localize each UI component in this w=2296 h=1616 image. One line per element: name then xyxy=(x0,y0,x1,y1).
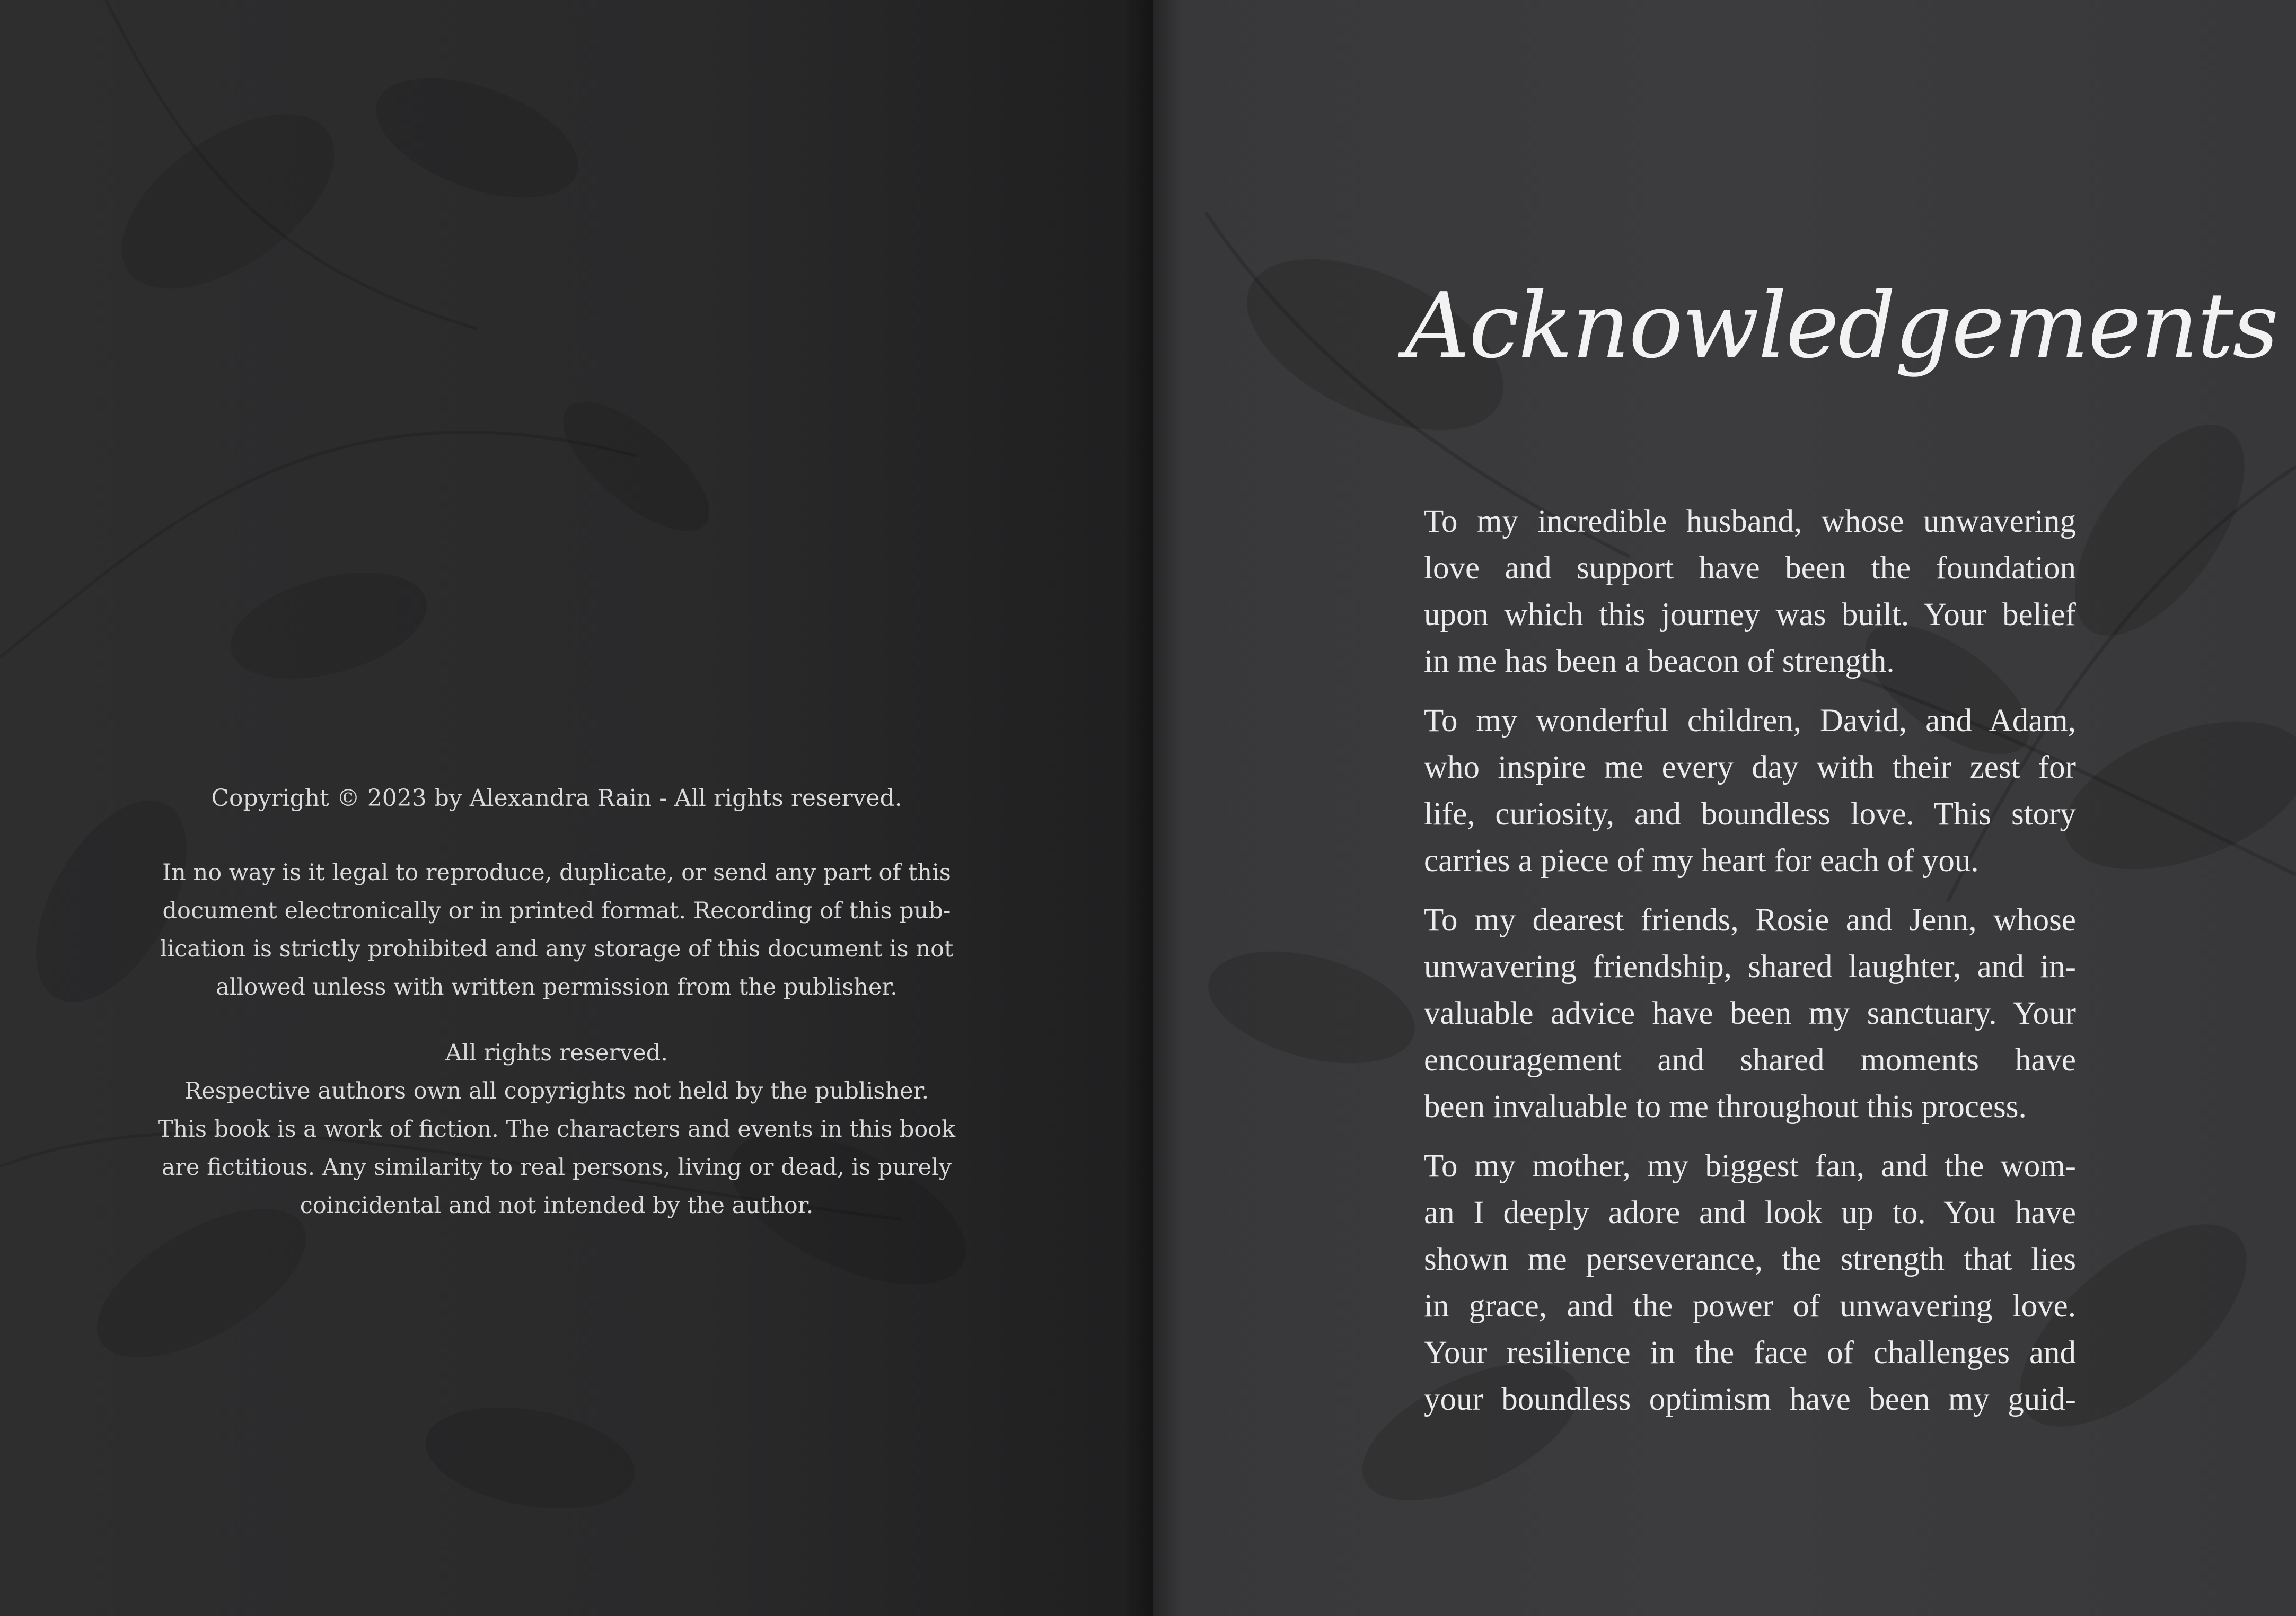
ack-line: an I deeply adore and look up to. You have xyxy=(1424,1195,2076,1231)
ack-line: Your resilience in the face of challenges and xyxy=(1424,1335,2076,1371)
ack-line: life, curiosity, and boundless love. This story xyxy=(1424,796,2076,832)
disclaimer-line: are fictitious. Any similarity to real persons, living or dead, is purely xyxy=(161,1154,952,1181)
copyright-notice xyxy=(138,779,975,1225)
ack-line: upon which this journey was built. Your belief xyxy=(1424,597,2076,633)
copyright-statement: Copyright © 2023 by Alexandra Rain - All rights reserved. xyxy=(211,785,902,812)
ack-paragraph-mother xyxy=(1424,1143,2076,1423)
disclaimer-paragraph xyxy=(138,1034,975,1225)
acknowledgements-title: Acknowledgements xyxy=(1405,274,2278,379)
ack-line: in me has been a beacon of strength. xyxy=(1424,644,1895,679)
ack-line: carries a piece of my heart for each of you. xyxy=(1424,843,1979,879)
ack-line: To my dearest friends, Rosie and Jenn, whose xyxy=(1424,902,2076,938)
disclaimer-line: This book is a work of fiction. The characters and events in this book xyxy=(157,1116,956,1143)
ack-line: To my mother, my biggest fan, and the wom- xyxy=(1424,1148,2076,1184)
ack-paragraph-friends xyxy=(1424,897,2076,1130)
legal-line: allowed unless with written permission from the publisher. xyxy=(216,974,898,1000)
ack-line: To my wonderful children, David, and Adam, xyxy=(1424,703,2076,739)
ack-line: encouragement and shared moments have xyxy=(1424,1042,2076,1078)
ack-line: unwavering friendship, shared laughter, and in- xyxy=(1424,949,2076,985)
acknowledgements-body xyxy=(1424,498,2076,1436)
legal-paragraph xyxy=(138,854,975,1006)
ack-line: To my incredible husband, whose unwavering xyxy=(1424,504,2076,539)
legal-line: lication is strictly prohibited and any storage of this document is not xyxy=(160,936,954,962)
ack-line: valuable advice have been my sanctuary. Your xyxy=(1424,996,2076,1031)
disclaimer-line: coincidental and not intended by the author. xyxy=(300,1192,814,1219)
ack-line: love and support have been the foundation xyxy=(1424,550,2076,586)
ack-line: who inspire me every day with their zest for xyxy=(1424,750,2076,785)
disclaimer-line: Respective authors own all copyrights not held by the publisher. xyxy=(184,1078,929,1104)
ack-line: in grace, and the power of unwavering love. xyxy=(1424,1288,2076,1324)
ack-paragraph-children xyxy=(1424,698,2076,884)
ack-line: your boundless optimism have been my guid- xyxy=(1424,1382,2076,1417)
legal-line: In no way is it legal to reproduce, duplicate, or send any part of this xyxy=(162,859,951,886)
legal-line: document electronically or in printed format. Recording of this pub- xyxy=(162,898,951,924)
ack-line: been invaluable to me throughout this process. xyxy=(1424,1089,2027,1125)
ack-line: shown me perseverance, the strength that lies xyxy=(1424,1242,2076,1277)
ack-paragraph-husband xyxy=(1424,498,2076,685)
disclaimer-line: All rights reserved. xyxy=(445,1040,668,1066)
